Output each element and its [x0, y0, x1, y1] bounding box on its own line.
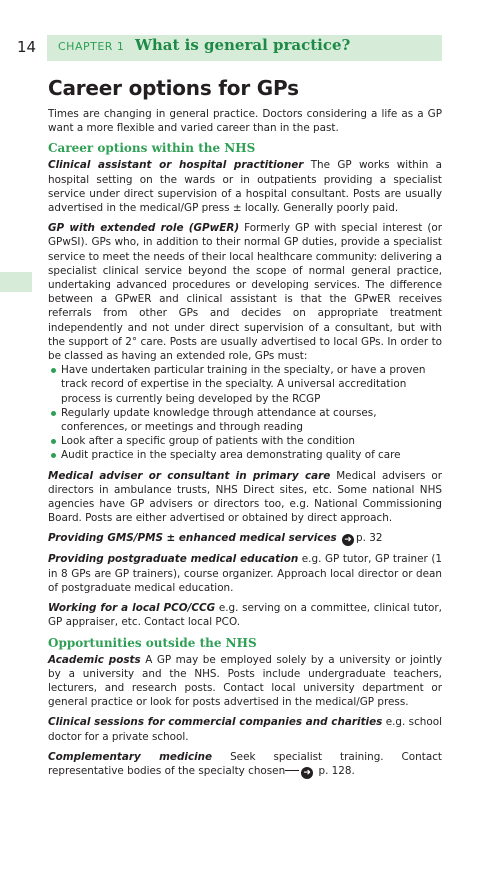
gpwer-term: GP with extended role (GPwER) [48, 222, 240, 235]
nhs-heading: Career options within the NHS [48, 141, 256, 156]
complementary-page-ref[interactable]: p. 128. [318, 764, 355, 777]
clinical-assistant-entry [48, 158, 442, 215]
leader-dash [285, 770, 299, 771]
gpwer-entry [48, 221, 442, 363]
chapter-title: What is general practice? [135, 36, 351, 54]
clinical-assistant-term: Clinical assistant or hospital practitioner [48, 159, 304, 172]
circled-arrow-icon: ➜ [342, 534, 354, 546]
list-item: Regularly update knowledge through attendance at courses, conferences, or meetings and through reading [48, 406, 442, 434]
thumb-index-tab [0, 272, 32, 292]
outside-nhs-heading: Opportunities outside the NHS [48, 635, 257, 650]
postgrad-entry [48, 552, 442, 595]
commercial-entry [48, 715, 442, 743]
gpwer-text: Formerly GP with special interest (or GPwSI). GPs who, in addition to their normal GP duties, provide a specialist service to meet the needs of their local healthcare community: delivering a specialist clinical service beyond the scope of normal general practice, undertaking advanced procedures or developing services. The difference between a GPwER and clinical assistant is that the GPwER receives referrals from other GPs and decides on appropriate treatment independently and not under direct supervision of a consultant, but with the support of 2° care. Posts are usually advertised to local GPs. In order to be classed as having an extended role, GPs must: [48, 222, 443, 363]
medical-adviser-term: Medical adviser or consultant in primary care [48, 469, 331, 482]
gms-term: Providing GMS/PMS ± enhanced medical services [48, 532, 337, 545]
commercial-term: Clinical sessions for commercial companies and charities [48, 716, 383, 729]
section-title: Career options for GPs [48, 76, 299, 100]
pco-text: e.g. serving on a committee, clinical tutor, GP appraiser, etc. Contact local PCO. [48, 602, 442, 629]
commercial-text: e.g. school doctor for a private school. [48, 716, 442, 743]
postgrad-term: Providing postgraduate medical education [48, 553, 299, 566]
complementary-text: Seek specialist training. Contact representative bodies of the specialty chosen [48, 750, 442, 777]
intro-paragraph: Times are changing in general practice. Doctors considering a life as a GP want a more flexible and varied career than in the past. [48, 108, 442, 135]
gpwer-requirements-list [48, 363, 442, 462]
complementary-term: Complementary medicine [48, 750, 213, 763]
postgrad-text: e.g. GP tutor, GP trainer (1 in 8 GPs are GP trainers), course organizer. Approach local director or dean of postgraduate medical education. [48, 553, 442, 594]
page-body [48, 75, 442, 785]
circled-arrow-icon: ➜ [301, 767, 313, 779]
page-number: 14 [17, 38, 37, 56]
gms-page-ref[interactable]: p. 32 [356, 532, 383, 545]
list-item: Have undertaken particular training in the specialty, or have a proven track record of expertise in the specialty. A universal accreditation process is currently being developed by the RCGP [48, 363, 442, 406]
list-item: Audit practice in the specialty area demonstrating quality of care [48, 448, 442, 462]
gms-entry [48, 531, 442, 546]
medical-adviser-entry [48, 469, 442, 526]
academic-entry [48, 653, 442, 710]
pco-entry [48, 601, 442, 629]
complementary-entry [48, 750, 442, 779]
academic-text: A GP may be employed solely by a university or jointly by a university and the NHS. Posts include undergraduate teachers, lecturers, and research posts. Contact local university department or general practice or look for posts advertised in the medical/GP press. [48, 653, 442, 709]
pco-term: Working for a local PCO/CCG [48, 602, 216, 615]
chapter-label: CHAPTER 1 [58, 40, 125, 53]
list-item: Look after a specific group of patients with the condition [48, 434, 442, 448]
medical-adviser-text: Medical advisers or directors in ambulance trusts, NHS Direct sites, etc. Some national NHS agencies have GP advisers or directors too, e.g. National Commissioning Board. Posts are either advertised or obtained by direct approach. [48, 469, 442, 525]
clinical-assistant-text: The GP works within a hospital setting on the wards or in outpatients providing a specialist service under direct supervision of a hospital consultant. Posts are usually advertised in the medical/GP press ± locally. Generally poorly paid. [48, 159, 442, 215]
academic-term: Academic posts [48, 653, 141, 666]
